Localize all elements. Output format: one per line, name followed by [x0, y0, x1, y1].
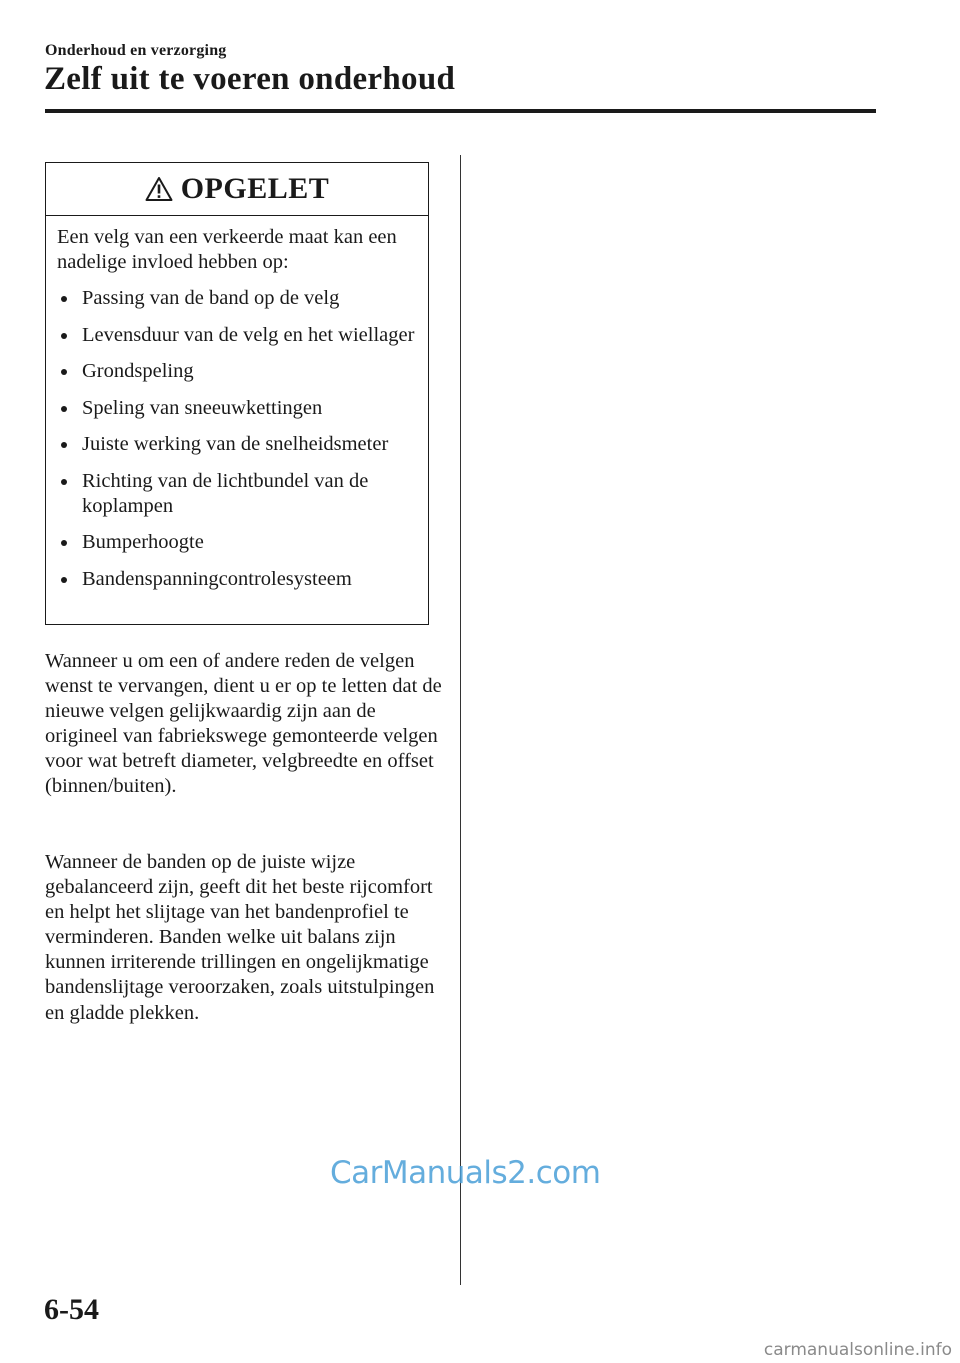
list-item-text: Grondspeling [82, 360, 194, 382]
list-item [57, 286, 418, 311]
bullet-icon [61, 296, 67, 302]
page-title: Zelf uit te voeren onderhoud [44, 61, 456, 97]
column-divider [460, 155, 461, 1285]
bullet-icon [61, 333, 67, 339]
bullet-icon [61, 577, 67, 583]
caution-list [57, 286, 418, 592]
list-item [57, 469, 418, 519]
list-item-text: Richting van de lichtbundel van de koplampen [82, 469, 369, 517]
bullet-icon [61, 369, 67, 375]
list-item [57, 359, 418, 384]
footer-watermark: carmanualsonline.info [763, 1340, 952, 1360]
list-item [57, 323, 418, 348]
watermark: CarManuals2.com [330, 1155, 601, 1191]
bullet-icon [61, 442, 67, 448]
list-item [57, 432, 418, 457]
warning-triangle-icon [145, 176, 173, 202]
caution-body [46, 216, 428, 592]
list-item-text: Passing van de band op de velg [82, 287, 340, 309]
caution-box [45, 162, 429, 625]
caution-title: OPGELET [180, 172, 330, 205]
page-number: 6-54 [44, 1293, 99, 1326]
list-item-text: Bandenspanningcontrolesysteem [82, 567, 352, 590]
body-paragraph-tire-balance: Wanneer de banden op de juiste wijze gebalanceerd zijn, geeft dit het beste rijcomfort en helpt het slijtage van het bandenprofiel te verminderen. Banden welke uit balans zijn kunnen irriterende trillingen en ongelijkmatige bandenslijtage veroorzaken, zoals uitstulpingen en gladde plekken. [45, 851, 435, 1024]
list-item [57, 530, 418, 555]
title-rule [45, 109, 876, 113]
list-item-text: Juiste werking van de snelheidsmeter [82, 433, 389, 455]
list-item-text: Speling van sneeuwkettingen [82, 396, 323, 419]
caution-header [46, 163, 428, 216]
list-item-text: Levensduur van de velg en het wiellager [82, 323, 415, 346]
bullet-icon [61, 406, 67, 412]
bullet-icon [61, 479, 67, 485]
body-paragraph-rim-replacement: Wanneer u om een of andere reden de velgen wenst te vervangen, dient u er op te letten dat de nieuwe velgen gelijkwaardig zijn aan de origineel van fabriekswege gemonteerde velgen voor wat betreft diameter, velgbreedte en offset (binnen/buiten). [45, 650, 442, 798]
section-label: Onderhoud en verzorging [45, 42, 227, 59]
bullet-icon [61, 540, 67, 546]
list-item [57, 396, 418, 421]
list-item [57, 567, 418, 592]
caution-intro: Een velg van een verkeerde maat kan een nadelige invloed hebben op: [57, 226, 397, 273]
list-item-text: Bumperhoogte [82, 531, 204, 553]
